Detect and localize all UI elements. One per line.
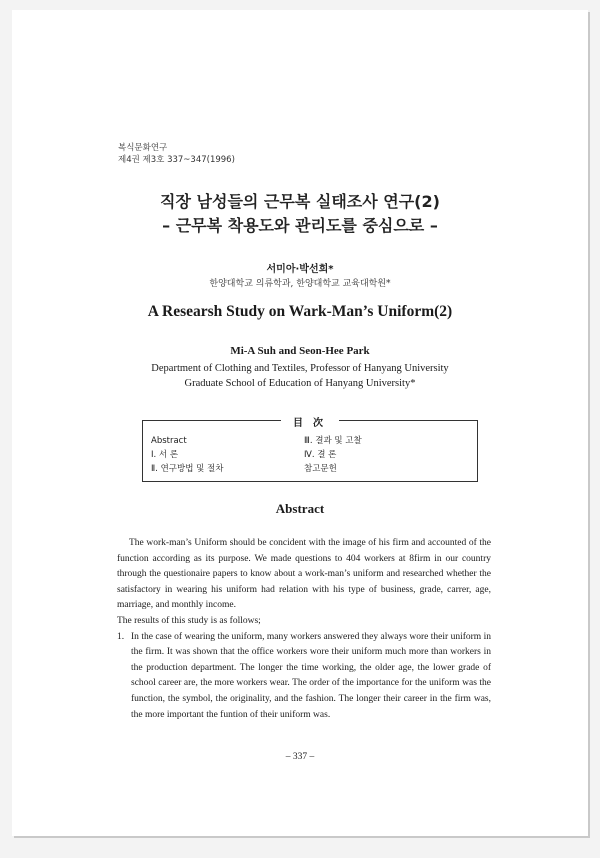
toc-item: Ⅳ. 결 론 bbox=[304, 450, 337, 460]
table-of-contents bbox=[142, 420, 478, 482]
toc-right-column bbox=[304, 434, 362, 476]
toc-item: Ⅱ. 연구방법 및 절차 bbox=[151, 464, 224, 474]
journal-citation: 제4권 제3호 337~347(1996) bbox=[118, 155, 235, 165]
abstract-heading: Abstract bbox=[275, 501, 325, 516]
english-authors: Mi-A Suh and Seon-Hee Park bbox=[230, 345, 370, 357]
affiliation-line-2: Graduate School of Education of Hanyang University* bbox=[184, 378, 416, 389]
abstract-body bbox=[117, 536, 491, 723]
journal-info bbox=[118, 142, 235, 166]
english-affiliation bbox=[12, 361, 588, 391]
korean-title bbox=[12, 190, 588, 238]
toc-title: 目次 bbox=[281, 418, 339, 429]
abstract-paragraph: The work-man’s Uniform should be concident with the image of his firm and accounted of the function according as its purpose. We made questions to 404 workers at 8firm in our country through the questionaire papers to know about a work-man’s uniform and researched whether the satisfactory in wearing his uniform had relation with his type of business, grade, carrer, age, marriage, and monthly income. bbox=[117, 538, 491, 611]
korean-title-main: 직장 남성들의 근무복 실태조사 연구(2) bbox=[160, 192, 440, 211]
result-item-text: In the case of wearing the uniform, many workers answered they always wore their uniform in the firm. It was shown that the office workers wore their uniform much more than workers in the production department. The longer the time working, the older age, the lower grade of school career are, the more workers wear. The order of the importance for the uniform was the function, the symbol, the originality, and the fashion. The longer their career in the firm was, the more important the funtion of their uniform was. bbox=[131, 631, 491, 720]
affiliation-line-1: Department of Clothing and Textiles, Professor of Hanyang University bbox=[151, 363, 449, 374]
results-intro: The results of this study is as follows; bbox=[117, 615, 261, 626]
korean-title-sub: – 근무복 착용도와 관리도를 중심으로 – bbox=[162, 216, 438, 235]
english-title: A Researsh Study on Wark-Man’s Uniform(2) bbox=[147, 303, 453, 320]
result-item-number: 1. bbox=[117, 631, 125, 642]
toc-item: Ⅲ. 결과 및 고찰 bbox=[304, 436, 362, 446]
toc-item: Abstract bbox=[151, 436, 187, 446]
page-number: – 337 – bbox=[285, 752, 315, 762]
korean-authors: 서미아·박선희* bbox=[266, 264, 334, 275]
journal-name: 복식문화연구 bbox=[118, 143, 168, 153]
toc-left-column bbox=[151, 434, 223, 476]
korean-affiliation: 한양대학교 의류학과, 한양대학교 교육대학원* bbox=[209, 279, 391, 289]
toc-item: 참고문헌 bbox=[304, 464, 337, 474]
paper-page bbox=[12, 10, 588, 836]
toc-item: Ⅰ. 서 론 bbox=[151, 450, 179, 460]
result-item bbox=[117, 630, 491, 724]
